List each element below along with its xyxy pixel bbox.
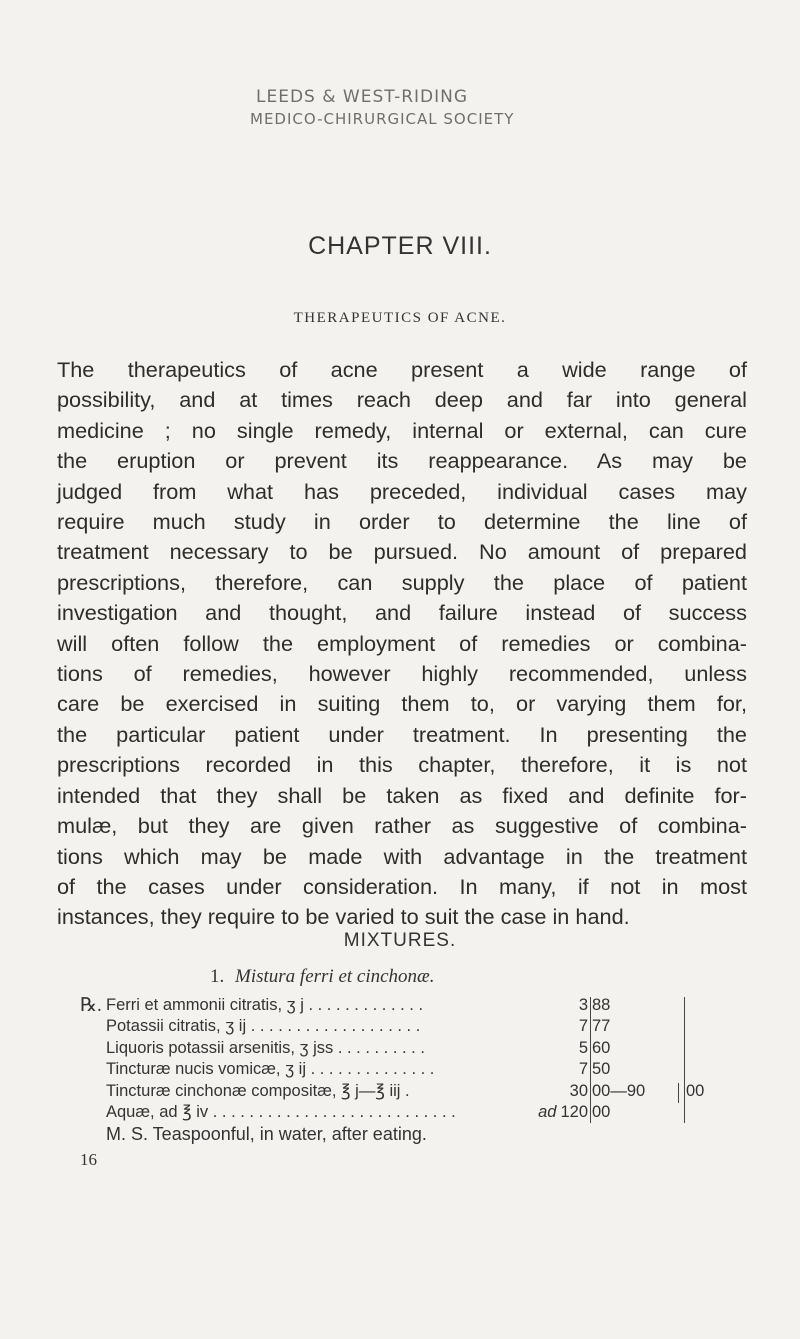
body-line: judged from what has preceded, individual cases may <box>57 478 747 504</box>
ingredient-name: Ferri et ammonii citratis, ʒ j . . . . . . . . . . . . . <box>106 996 424 1014</box>
right-border-line <box>684 997 685 1123</box>
metric-decimal: 60 <box>592 1038 611 1057</box>
ad-label: ad <box>538 1102 557 1121</box>
body-line: of the cases under consideration. In many, if not in most <box>57 873 747 899</box>
body-line: The therapeutics of acne present a wide range of <box>57 357 747 382</box>
recipe-name: Mistura ferri et cinchonæ. <box>235 966 435 987</box>
recipe-title <box>210 966 434 988</box>
body-line: instances, they require to be varied to suit the case in hand. <box>57 904 630 930</box>
metric-decimal: 00 <box>592 1102 611 1121</box>
body-line: mulæ, but they are given rather as suggestive of combina- <box>57 813 747 839</box>
body-line: the particular patient under treatment. In presenting the <box>57 721 747 747</box>
body-line: intended that they shall be taken as fixed and definite for- <box>57 782 747 808</box>
recipe-number: 1. <box>210 966 225 987</box>
body-line: investigation and thought, and failure instead of success <box>57 600 747 626</box>
body-paragraph <box>57 355 747 933</box>
metric-integer: 5 <box>578 1038 588 1057</box>
metric-integer: 7 <box>578 1017 588 1036</box>
decimal-separator-line <box>590 997 591 1123</box>
body-line: will often follow the employment of remedies or combina- <box>57 630 747 656</box>
body-line: treatment necessary to be pursued. No amount of prepared <box>57 539 747 565</box>
ingredient-name: Liquoris potassii arsenitis, ʒ jss . . . . . . . . . . <box>106 1038 425 1057</box>
metric-decimal: 50 <box>592 1060 611 1079</box>
ingredient-name: Aquæ, ad ℥ iv . . . . . . . . . . . . . . . . . . . . . . . . . . . <box>106 1102 456 1121</box>
body-line: prescriptions, therefore, can supply the place of patient <box>57 569 747 595</box>
ingredient-name: Potassii citratis, ʒ ij . . . . . . . . . . . . . . . . . . . <box>106 1017 421 1036</box>
metric-decimal-extra: 00 <box>686 1081 705 1100</box>
extra-separator-line <box>678 1083 679 1103</box>
section-heading: MIXTURES. <box>343 930 457 951</box>
rx-symbol: ℞. <box>80 995 102 1016</box>
body-line: require much study in order to determine the line of <box>57 509 747 535</box>
ingredient-name: Tincturæ cinchonæ compositæ, ℥ j—℥ iij . <box>106 1081 410 1100</box>
body-line: tions of remedies, however highly recommended, unless <box>57 661 747 687</box>
stamp-line-2: MEDICO-CHIRURGICAL SOCIETY <box>250 110 515 128</box>
body-line: tions which may be made with advantage in the treatment <box>57 843 747 869</box>
ingredient-name: Tincturæ nucis vomicæ, ʒ ij . . . . . . . . . . . . . . <box>106 1060 435 1079</box>
chapter-subtitle: THERAPEUTICS OF ACNE. <box>293 310 507 326</box>
metric-integer-value: 120 <box>560 1102 588 1121</box>
body-line: care be exercised in suiting them to, or varying them for, <box>57 691 747 717</box>
body-line: possibility, and at times reach deep and far into general <box>57 387 747 413</box>
chapter-title: CHAPTER VIII. <box>308 232 492 260</box>
page-number: 16 <box>80 1150 97 1169</box>
body-line: medicine ; no single remedy, internal or external, can cure <box>57 417 747 443</box>
body-line: prescriptions recorded in this chapter, therefore, it is not <box>57 752 747 778</box>
metric-integer: 7 <box>578 1060 588 1079</box>
metric-integer: 3 <box>578 996 588 1014</box>
recipe-direction: M. S. Teaspoonful, in water, after eating. <box>106 1124 427 1144</box>
library-stamp <box>250 86 515 130</box>
metric-decimal: 77 <box>592 1017 611 1036</box>
metric-integer <box>526 1102 588 1123</box>
stamp-line-1: LEEDS & WEST-RIDING <box>256 87 469 107</box>
metric-decimal: 00—90 <box>592 1081 646 1100</box>
metric-integer: 30 <box>569 1081 588 1100</box>
body-line: the eruption or prevent its reappearance. As may be <box>57 448 747 474</box>
metric-decimal: 88 <box>592 996 611 1014</box>
